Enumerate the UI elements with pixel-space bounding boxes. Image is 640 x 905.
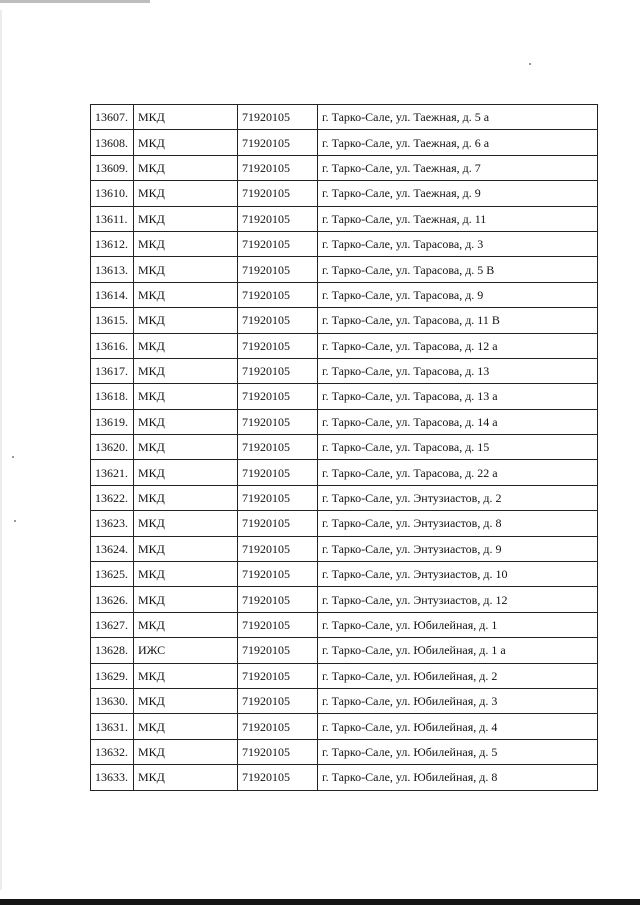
address-cell: г. Тарко-Сале, ул. Энтузиастов, д. 2 bbox=[318, 485, 598, 510]
table-row bbox=[91, 688, 598, 713]
oktmo-code-cell: 71920105 bbox=[238, 257, 318, 282]
oktmo-code-cell: 71920105 bbox=[238, 663, 318, 688]
oktmo-code-cell: 71920105 bbox=[238, 688, 318, 713]
address-cell: г. Тарко-Сале, ул. Таежная, д. 6 а bbox=[318, 130, 598, 155]
address-cell: г. Тарко-Сале, ул. Таежная, д. 7 bbox=[318, 155, 598, 180]
table-row bbox=[91, 257, 598, 282]
oktmo-code-cell: 71920105 bbox=[238, 130, 318, 155]
address-cell: г. Тарко-Сале, ул. Таежная, д. 11 bbox=[318, 206, 598, 231]
row-number-cell: 13628. bbox=[91, 638, 134, 663]
address-cell: г. Тарко-Сале, ул. Энтузиастов, д. 10 bbox=[318, 562, 598, 587]
scan-bottom-bar bbox=[0, 899, 640, 905]
row-number-cell: 13626. bbox=[91, 587, 134, 612]
table-row bbox=[91, 536, 598, 561]
row-number-cell: 13615. bbox=[91, 308, 134, 333]
object-type-cell: МКД bbox=[134, 105, 238, 130]
row-number-cell: 13620. bbox=[91, 435, 134, 460]
address-cell: г. Тарко-Сале, ул. Тарасова, д. 13 bbox=[318, 358, 598, 383]
address-cell: г. Тарко-Сале, ул. Тарасова, д. 12 а bbox=[318, 333, 598, 358]
scan-speck bbox=[529, 63, 531, 65]
scan-left-edge bbox=[0, 10, 2, 890]
address-cell: г. Тарко-Сале, ул. Юбилейная, д. 2 bbox=[318, 663, 598, 688]
address-cell: г. Тарко-Сале, ул. Тарасова, д. 9 bbox=[318, 282, 598, 307]
oktmo-code-cell: 71920105 bbox=[238, 105, 318, 130]
object-type-cell: МКД bbox=[134, 688, 238, 713]
table-row bbox=[91, 231, 598, 256]
table-row bbox=[91, 308, 598, 333]
address-cell: г. Тарко-Сале, ул. Тарасова, д. 15 bbox=[318, 435, 598, 460]
object-type-cell: МКД bbox=[134, 511, 238, 536]
address-cell: г. Тарко-Сале, ул. Тарасова, д. 22 а bbox=[318, 460, 598, 485]
scan-speck bbox=[14, 520, 16, 522]
object-type-cell: МКД bbox=[134, 587, 238, 612]
address-cell: г. Тарко-Сале, ул. Энтузиастов, д. 9 bbox=[318, 536, 598, 561]
table-row bbox=[91, 333, 598, 358]
table-row bbox=[91, 460, 598, 485]
table-row bbox=[91, 206, 598, 231]
address-cell: г. Тарко-Сале, ул. Юбилейная, д. 4 bbox=[318, 714, 598, 739]
oktmo-code-cell: 71920105 bbox=[238, 384, 318, 409]
oktmo-code-cell: 71920105 bbox=[238, 739, 318, 764]
oktmo-code-cell: 71920105 bbox=[238, 612, 318, 637]
object-type-cell: МКД bbox=[134, 384, 238, 409]
table-row bbox=[91, 282, 598, 307]
object-type-cell: МКД bbox=[134, 536, 238, 561]
oktmo-code-cell: 71920105 bbox=[238, 485, 318, 510]
object-type-cell: МКД bbox=[134, 231, 238, 256]
oktmo-code-cell: 71920105 bbox=[238, 638, 318, 663]
object-type-cell: МКД bbox=[134, 714, 238, 739]
scan-top-mark bbox=[0, 0, 150, 3]
row-number-cell: 13629. bbox=[91, 663, 134, 688]
row-number-cell: 13613. bbox=[91, 257, 134, 282]
oktmo-code-cell: 71920105 bbox=[238, 409, 318, 434]
row-number-cell: 13632. bbox=[91, 739, 134, 764]
address-cell: г. Тарко-Сале, ул. Тарасова, д. 14 а bbox=[318, 409, 598, 434]
scan-speck bbox=[12, 456, 14, 458]
oktmo-code-cell: 71920105 bbox=[238, 536, 318, 561]
registry-table-body bbox=[91, 105, 598, 791]
address-cell: г. Тарко-Сале, ул. Юбилейная, д. 1 а bbox=[318, 638, 598, 663]
row-number-cell: 13623. bbox=[91, 511, 134, 536]
table-row bbox=[91, 511, 598, 536]
row-number-cell: 13619. bbox=[91, 409, 134, 434]
oktmo-code-cell: 71920105 bbox=[238, 765, 318, 790]
object-type-cell: МКД bbox=[134, 181, 238, 206]
table-row bbox=[91, 612, 598, 637]
oktmo-code-cell: 71920105 bbox=[238, 511, 318, 536]
address-cell: г. Тарко-Сале, ул. Тарасова, д. 3 bbox=[318, 231, 598, 256]
address-cell: г. Тарко-Сале, ул. Энтузиастов, д. 12 bbox=[318, 587, 598, 612]
object-type-cell: МКД bbox=[134, 765, 238, 790]
row-number-cell: 13610. bbox=[91, 181, 134, 206]
table-row bbox=[91, 384, 598, 409]
table-row bbox=[91, 435, 598, 460]
oktmo-code-cell: 71920105 bbox=[238, 435, 318, 460]
oktmo-code-cell: 71920105 bbox=[238, 333, 318, 358]
address-cell: г. Тарко-Сале, ул. Тарасова, д. 13 а bbox=[318, 384, 598, 409]
object-type-cell: МКД bbox=[134, 358, 238, 383]
table-row bbox=[91, 155, 598, 180]
row-number-cell: 13621. bbox=[91, 460, 134, 485]
address-cell: г. Тарко-Сале, ул. Юбилейная, д. 5 bbox=[318, 739, 598, 764]
row-number-cell: 13622. bbox=[91, 485, 134, 510]
object-type-cell: МКД bbox=[134, 282, 238, 307]
oktmo-code-cell: 71920105 bbox=[238, 308, 318, 333]
oktmo-code-cell: 71920105 bbox=[238, 231, 318, 256]
oktmo-code-cell: 71920105 bbox=[238, 206, 318, 231]
table-row bbox=[91, 765, 598, 790]
object-type-cell: МКД bbox=[134, 435, 238, 460]
address-cell: г. Тарко-Сале, ул. Юбилейная, д. 8 bbox=[318, 765, 598, 790]
object-type-cell: МКД bbox=[134, 460, 238, 485]
oktmo-code-cell: 71920105 bbox=[238, 181, 318, 206]
object-type-cell: МКД bbox=[134, 130, 238, 155]
oktmo-code-cell: 71920105 bbox=[238, 460, 318, 485]
oktmo-code-cell: 71920105 bbox=[238, 358, 318, 383]
object-type-cell: МКД bbox=[134, 663, 238, 688]
address-cell: г. Тарко-Сале, ул. Тарасова, д. 11 В bbox=[318, 308, 598, 333]
table-row bbox=[91, 714, 598, 739]
row-number-cell: 13633. bbox=[91, 765, 134, 790]
object-type-cell: МКД bbox=[134, 562, 238, 587]
address-cell: г. Тарко-Сале, ул. Энтузиастов, д. 8 bbox=[318, 511, 598, 536]
table-row bbox=[91, 562, 598, 587]
table-row bbox=[91, 663, 598, 688]
row-number-cell: 13611. bbox=[91, 206, 134, 231]
address-cell: г. Тарко-Сале, ул. Таежная, д. 9 bbox=[318, 181, 598, 206]
table-row bbox=[91, 181, 598, 206]
address-cell: г. Тарко-Сале, ул. Юбилейная, д. 3 bbox=[318, 688, 598, 713]
table-row bbox=[91, 739, 598, 764]
row-number-cell: 13614. bbox=[91, 282, 134, 307]
oktmo-code-cell: 71920105 bbox=[238, 562, 318, 587]
object-type-cell: МКД bbox=[134, 257, 238, 282]
address-cell: г. Тарко-Сале, ул. Таежная, д. 5 а bbox=[318, 105, 598, 130]
object-type-cell: МКД bbox=[134, 155, 238, 180]
object-type-cell: МКД bbox=[134, 409, 238, 434]
address-cell: г. Тарко-Сале, ул. Юбилейная, д. 1 bbox=[318, 612, 598, 637]
table-row bbox=[91, 587, 598, 612]
row-number-cell: 13630. bbox=[91, 688, 134, 713]
row-number-cell: 13616. bbox=[91, 333, 134, 358]
oktmo-code-cell: 71920105 bbox=[238, 714, 318, 739]
row-number-cell: 13618. bbox=[91, 384, 134, 409]
address-cell: г. Тарко-Сале, ул. Тарасова, д. 5 В bbox=[318, 257, 598, 282]
object-type-cell: МКД bbox=[134, 206, 238, 231]
object-type-cell: МКД bbox=[134, 485, 238, 510]
object-type-cell: МКД bbox=[134, 612, 238, 637]
object-type-cell: МКД bbox=[134, 739, 238, 764]
row-number-cell: 13609. bbox=[91, 155, 134, 180]
oktmo-code-cell: 71920105 bbox=[238, 155, 318, 180]
row-number-cell: 13607. bbox=[91, 105, 134, 130]
object-type-cell: МКД bbox=[134, 308, 238, 333]
row-number-cell: 13625. bbox=[91, 562, 134, 587]
table-row bbox=[91, 105, 598, 130]
table-row bbox=[91, 130, 598, 155]
table-row bbox=[91, 485, 598, 510]
row-number-cell: 13608. bbox=[91, 130, 134, 155]
row-number-cell: 13617. bbox=[91, 358, 134, 383]
row-number-cell: 13612. bbox=[91, 231, 134, 256]
object-type-cell: МКД bbox=[134, 333, 238, 358]
table-row bbox=[91, 358, 598, 383]
oktmo-code-cell: 71920105 bbox=[238, 587, 318, 612]
address-registry-table bbox=[90, 104, 598, 791]
row-number-cell: 13631. bbox=[91, 714, 134, 739]
object-type-cell: ИЖС bbox=[134, 638, 238, 663]
table-row bbox=[91, 409, 598, 434]
row-number-cell: 13627. bbox=[91, 612, 134, 637]
oktmo-code-cell: 71920105 bbox=[238, 282, 318, 307]
table-row bbox=[91, 638, 598, 663]
row-number-cell: 13624. bbox=[91, 536, 134, 561]
